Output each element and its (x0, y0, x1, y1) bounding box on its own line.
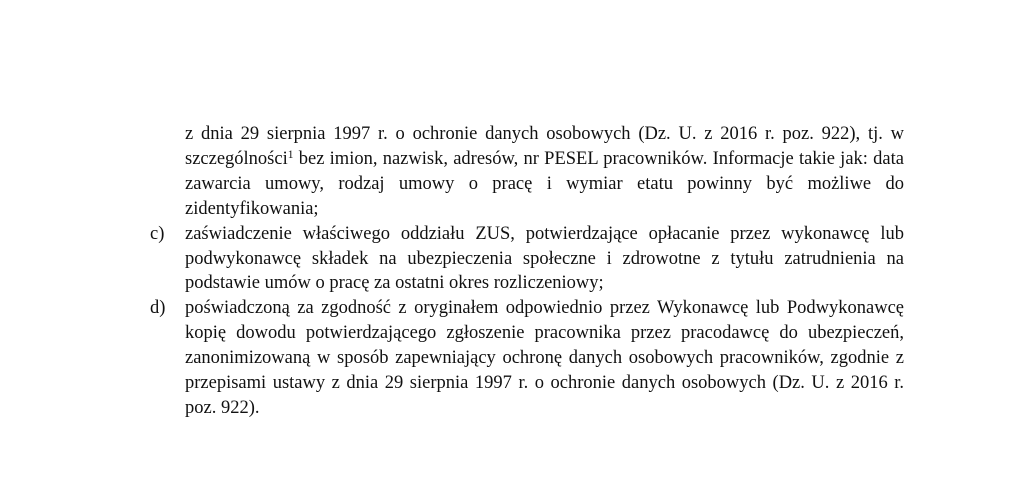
continuation-text-start: z dnia 29 sierpnia 1997 r. o ochronie danych osobowych (Dz. U. z 2016 r. poz. 922), tj. w szczególności (185, 124, 904, 169)
list-item-c-text: zaświadczenie właściwego oddziału ZUS, potwierdzające opłacanie przez wykonawcę lub podwykonawcę składek na ubezpieczenia społeczne i zdrowotne z tytułu zatrudnienia na podstawie umów o pracę za ostatni okres rozliczeniowy; (185, 223, 904, 294)
list-marker-c: c) (150, 223, 165, 244)
list-item-c (150, 222, 904, 297)
list-item-d-text: poświadczoną za zgodność z oryginałem odpowiednio przez Wykonawcę lub Podwykonawcę kopię dowodu potwierdzającego zgłoszenie pracownika przez pracodawcę do ubezpieczeń, zanonimizowaną w sposób zapewniający ochronę danych osobowych pracowników, zgodnie z przepisami ustawy z dnia 29 sierpnia 1997 r. o ochronie danych osobowych (Dz. U. z 2016 r. poz. 922). (185, 298, 904, 418)
list-item-d (150, 296, 904, 421)
document-body (150, 122, 904, 421)
continuation-paragraph (150, 122, 904, 222)
list-marker-d: d) (150, 298, 166, 319)
footnote-reference: 1 (287, 148, 294, 161)
continuation-text-end: bez imion, nazwisk, adresów, nr PESEL pracowników. Informacje takie jak: data zawarcia umowy, rodzaj umowy o pracę i wymiar etatu powinny być możliwe do zidentyfikowania; (185, 148, 904, 219)
